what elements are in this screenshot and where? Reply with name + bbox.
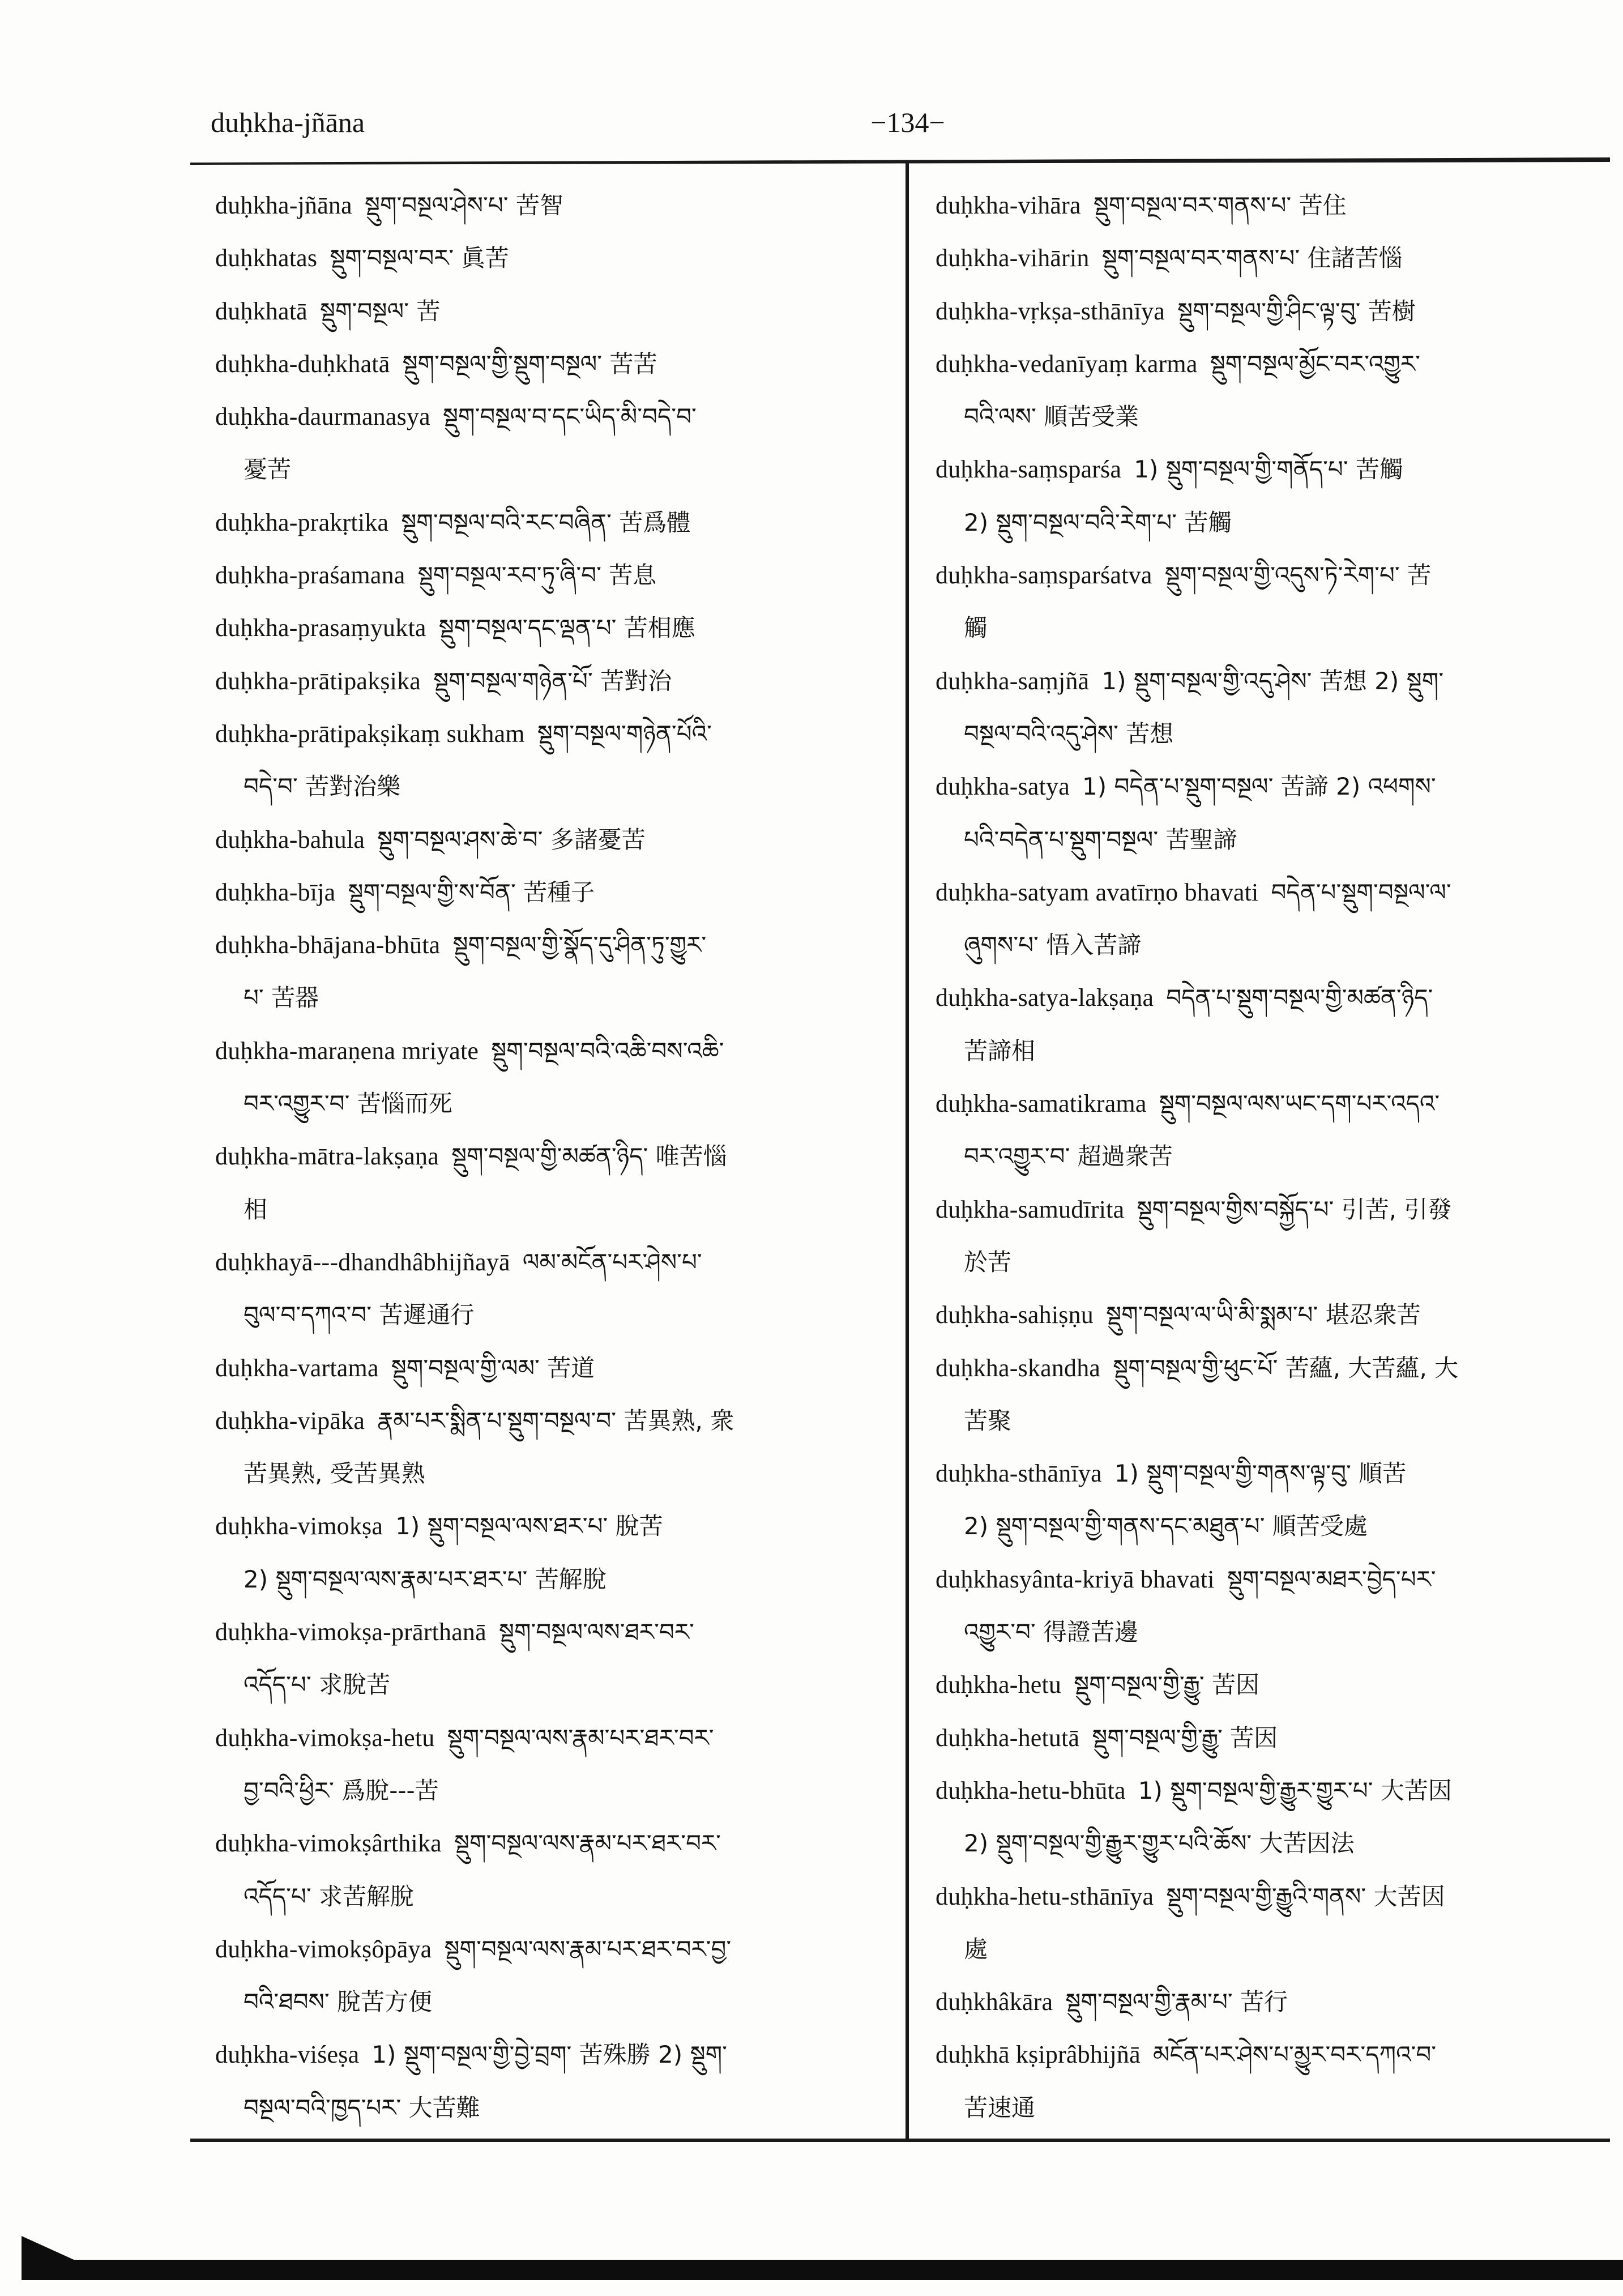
dictionary-entry — [936, 1288, 1609, 1341]
headword: duḥkha-bhājana-bhūta — [215, 931, 441, 959]
entry-first-line — [215, 866, 898, 919]
dictionary-entry — [215, 549, 898, 601]
headword: duḥkha-samudīrita — [936, 1195, 1125, 1223]
entry-translation: སྡུག་བསྔལ་ལས་རྣམ་པར་ཐར་བར་ — [447, 1723, 714, 1752]
entry-first-line — [936, 443, 1609, 496]
headword: duḥkha-hetu-sthānīya — [936, 1882, 1154, 1910]
entry-translation: 1) བདེན་པ་སྡུག་བསྔལ་ 苦諦 2) འཕགས་ — [1082, 773, 1436, 801]
entry-translation: ལམ་མངོན་པར་ཤེས་པ་ — [522, 1248, 702, 1276]
entry-first-line — [936, 549, 1609, 601]
entry-first-line — [215, 813, 898, 866]
entry-continuation-line — [215, 1553, 898, 1606]
entry-continuation-line — [936, 601, 1609, 654]
headword: duḥkhâkāra — [936, 1988, 1053, 2016]
column-divider — [906, 163, 909, 2141]
headword: duḥkha-skandha — [936, 1354, 1101, 1382]
entry-translation: སྡུག་བསྔལ་གྱི་རྒྱུ་ 苦因 — [1092, 1723, 1278, 1752]
entry-continuation-line — [215, 1870, 898, 1923]
headword: duḥkha-hetutā — [936, 1723, 1080, 1752]
entry-continuation-line — [936, 1500, 1609, 1552]
entry-translation: པ་ 苦器 — [244, 984, 319, 1012]
headword: duḥkha-samatikrama — [936, 1090, 1147, 1118]
headword: duḥkhatas — [215, 244, 318, 272]
entry-translation: ཞུགས་པ་ 悟入苦諦 — [964, 931, 1142, 959]
entry-translation: སྡུག་བསྔལ་ལས་ཐར་བར་ — [498, 1618, 694, 1646]
entry-translation: སྡུག་བསྔལ་གྱི་མཚན་ཉིད་ 唯苦惱 — [451, 1142, 727, 1171]
entry-first-line — [936, 866, 1609, 919]
dictionary-entry — [215, 338, 898, 390]
dictionary-entry — [215, 1236, 898, 1342]
dictionary-entry — [936, 1447, 1609, 1553]
headword: duḥkha-vimokṣârthika — [215, 1829, 442, 1858]
entry-first-line — [215, 655, 898, 707]
headword: duḥkha-vihārin — [936, 244, 1090, 272]
headword: duḥkha-maraṇena mriyate — [215, 1036, 479, 1065]
entry-translation: 處 — [964, 1935, 988, 1963]
entry-first-line — [936, 1764, 1609, 1817]
headword: duḥkha-satya — [936, 773, 1070, 801]
entry-continuation-line — [936, 390, 1609, 443]
headword: duḥkha-saṃsparśa — [936, 455, 1122, 484]
dictionary-entry — [936, 1342, 1609, 1448]
dictionary-entry — [936, 1183, 1609, 1289]
right-column — [936, 179, 1609, 2136]
entry-first-line — [936, 1870, 1609, 1923]
entry-translation: སྡུག་བསྔལ་བ་དང་ཡིད་མི་བདེ་བ་ — [442, 403, 697, 431]
dictionary-entry — [936, 232, 1609, 284]
dictionary-entry — [936, 285, 1609, 338]
headword: duḥkhā kṣiprâbhijñā — [936, 2041, 1141, 2069]
entry-continuation-line — [936, 1923, 1609, 1975]
headword: duḥkha-vartama — [215, 1354, 379, 1382]
entry-translation: 1) སྡུག་བསྔལ་གྱི་འདུ་ཤེས་ 苦想 2) སྡུག་ — [1101, 667, 1444, 695]
entry-translation: 2) སྡུག་བསྔལ་བའི་རེག་པ་ 苦觸 — [964, 508, 1232, 536]
dictionary-entry — [215, 285, 898, 338]
entry-translation: སྡུག་བསྔལ་དང་ལྡན་པ་ 苦相應 — [438, 614, 695, 642]
entry-translation: 憂苦 — [244, 455, 292, 484]
entry-continuation-line — [936, 1394, 1609, 1447]
entry-translation: སྡུག་བསྔལ་གྱི་ལམ་ 苦道 — [391, 1354, 595, 1382]
entry-continuation-line — [936, 813, 1609, 866]
entry-first-line — [215, 1712, 898, 1764]
headword: duḥkha-praśamana — [215, 561, 405, 590]
dictionary-entry — [936, 443, 1609, 549]
headword: duḥkhasyânta-kriyā bhavati — [936, 1565, 1215, 1593]
entry-translation: སྡུག་བསྔལ་ལས་ཡང་དག་པར་འདའ་ — [1159, 1090, 1440, 1118]
headword: duḥkha-saṃjñā — [936, 667, 1090, 695]
entry-translation: 於苦 — [964, 1248, 1012, 1276]
entry-translation: སྡུག་བསྔལ་གྱི་རྒྱུ་ 苦因 — [1074, 1671, 1260, 1699]
dictionary-entry — [936, 1553, 1609, 1659]
entry-first-line — [936, 760, 1609, 813]
entry-first-line — [215, 390, 898, 443]
headword: duḥkha-vedanīyaṃ karma — [936, 349, 1198, 378]
entry-translation: སྡུག་བསྔལ་གྱི་ཕུང་པོ་ 苦蘊, 大苦蘊, 大 — [1113, 1354, 1459, 1382]
dictionary-entry — [936, 1975, 1609, 2028]
entry-translation: མངོན་པར་ཤེས་པ་མྱུར་བར་དཀའ་བ་ — [1152, 2041, 1437, 2069]
entry-continuation-line — [215, 760, 898, 813]
dictionary-entry — [215, 232, 898, 284]
entry-translation: པའི་བདེན་པ་སྡུག་བསྔལ་ 苦聖諦 — [964, 825, 1237, 853]
entry-translation: 1) སྡུག་བསྔལ་གྱི་གནས་ལྟ་བུ་ 順苦 — [1114, 1459, 1407, 1488]
entry-first-line — [936, 285, 1609, 338]
dictionary-entry — [215, 1394, 898, 1500]
entry-translation: སྡུག་བསྔལ་ཤེས་པ་ 苦智 — [364, 191, 563, 219]
headword: duḥkha-saṃsparśatva — [936, 561, 1152, 590]
headword: duḥkha-hetu-bhūta — [936, 1776, 1126, 1804]
entry-first-line — [936, 1658, 1609, 1711]
headword: duḥkha-vṛkṣa-sthānīya — [936, 297, 1165, 325]
dictionary-entry — [215, 813, 898, 866]
entry-first-line — [215, 601, 898, 654]
entry-continuation-line — [936, 1025, 1609, 1077]
entry-translation: སྡུག་བསྔལ་བར་གནས་པ་ 苦住 — [1093, 191, 1347, 219]
headword: duḥkha-duḥkhatā — [215, 349, 390, 378]
dictionary-entry — [936, 179, 1609, 232]
entry-translation: འདོད་པ་ 求苦解脫 — [244, 1882, 415, 1910]
entry-first-line — [215, 1130, 898, 1183]
entry-translation: བར་འགྱུར་བ་ 超過衆苦 — [964, 1142, 1173, 1171]
entry-first-line — [215, 1025, 898, 1077]
entry-translation: སྡུག་བསྔལ་གྱི་འདུས་ཏེ་རེག་པ་ 苦 — [1164, 561, 1432, 590]
dictionary-entry — [215, 919, 898, 1025]
entry-translation: སྡུག་བསྔལ་མྱོང་བར་འགྱུར་ — [1210, 349, 1420, 378]
entry-first-line — [936, 1975, 1609, 2028]
headword: duḥkha-hetu — [936, 1671, 1062, 1699]
entry-first-line — [936, 1342, 1609, 1394]
entry-translation: སྡུག་བསྔལ་གཉེན་པོའི་ — [537, 719, 712, 748]
entry-translation: སྡུག་བསྔལ་ལས་རྣམ་པར་ཐར་བར་བྱ་ — [444, 1935, 732, 1963]
entry-translation: 苦聚 — [964, 1406, 1012, 1435]
entry-first-line — [215, 707, 898, 760]
entry-first-line — [215, 1817, 898, 1870]
dictionary-entry — [936, 1712, 1609, 1764]
entry-translation: སྡུག་བསྔལ་གྱི་རྒྱུའི་གནས་ 大苦因 — [1166, 1882, 1445, 1910]
headword: duḥkha-bahula — [215, 825, 365, 853]
entry-continuation-line — [936, 1606, 1609, 1658]
entry-translation: 2) སྡུག་བསྔལ་ལས་རྣམ་པར་ཐར་པ་ 苦解脫 — [244, 1565, 607, 1593]
dictionary-entry — [215, 1712, 898, 1817]
entry-translation: 2) སྡུག་བསྔལ་གྱི་གནས་དང་མཐུན་པ་ 順苦受處 — [964, 1512, 1368, 1540]
dictionary-entry — [215, 390, 898, 496]
entry-translation: སྡུག་བསྔལ་གྱི་ཤིང་ལྟ་བུ་ 苦樹 — [1177, 297, 1416, 325]
entry-translation: འདོད་པ་ 求脫苦 — [244, 1671, 391, 1699]
entry-translation: བསྔལ་བའི་འདུ་ཤེས་ 苦想 — [964, 719, 1174, 748]
headword: duḥkha-sahiṣṇu — [936, 1301, 1094, 1329]
headword: duḥkha-prakṛtika — [215, 508, 389, 536]
headword: duḥkha-jñāna — [215, 191, 352, 219]
entry-continuation-line — [215, 443, 898, 496]
entry-translation: བྱ་བའི་ཕྱིར་ 爲脫---苦 — [244, 1776, 439, 1804]
entry-first-line — [215, 1342, 898, 1394]
headword: duḥkha-vimokṣôpāya — [215, 1935, 432, 1963]
entry-translation: བསྔལ་བའི་ཁྱད་པར་ 大苦難 — [244, 2093, 480, 2122]
entry-translation: སྡུག་བསྔལ་བའི་འཆི་བས་འཆི་ — [491, 1036, 724, 1065]
entry-continuation-line — [936, 1130, 1609, 1183]
headword: duḥkha-mātra-lakṣaṇa — [215, 1142, 439, 1171]
headword: duḥkha-prātipakṣika — [215, 667, 421, 695]
dictionary-entry — [215, 601, 898, 654]
headword: duḥkhayā---dhandhâbhijñayā — [215, 1248, 510, 1276]
entry-first-line — [215, 338, 898, 390]
entry-first-line — [936, 655, 1609, 707]
entry-translation: 1) སྡུག་བསྔལ་ལས་ཐར་པ་ 脫苦 — [395, 1512, 663, 1540]
entry-translation: སྡུག་བསྔལ་གྱི་ས་བོན་ 苦種子 — [348, 878, 595, 906]
scan-edge-bar — [22, 2260, 1623, 2280]
entry-continuation-line — [936, 496, 1609, 549]
entry-translation: སྡུག་བསྔལ་གྱི་སྡུག་བསྔལ་ 苦苦 — [402, 349, 657, 378]
left-column — [215, 179, 898, 2136]
entry-translation: སྡུག་བསྔལ་ 苦 — [319, 297, 441, 325]
entry-first-line — [936, 232, 1609, 284]
entry-first-line — [936, 179, 1609, 232]
entry-translation: 1) སྡུག་བསྔལ་གྱི་རྒྱུར་གྱུར་པ་ 大苦因 — [1138, 1776, 1452, 1804]
dictionary-entry — [215, 2028, 898, 2134]
entry-first-line — [215, 1923, 898, 1975]
page-number: −134− — [870, 106, 945, 138]
entry-first-line — [936, 1077, 1609, 1130]
entry-continuation-line — [936, 1236, 1609, 1288]
entry-translation: 1) སྡུག་བསྔལ་གྱི་གནོད་པ་ 苦觸 — [1134, 455, 1403, 484]
headword: duḥkha-satyam avatīrṇo bhavati — [936, 878, 1259, 906]
headword: duḥkha-prātipakṣikaṃ sukham — [215, 719, 525, 748]
entry-continuation-line — [215, 1077, 898, 1130]
bottom-rule — [190, 2139, 1610, 2142]
entry-translation: སྡུག་བསྔལ་གཉེན་པོ་ 苦對治 — [433, 667, 672, 695]
entry-first-line — [936, 338, 1609, 390]
running-head: duḥkha-jñāna — [211, 106, 365, 138]
entry-translation: སྡུག་བསྔལ་ཤས་ཆེ་བ་ 多諸憂苦 — [377, 825, 646, 853]
entry-continuation-line — [215, 971, 898, 1024]
headword: duḥkha-vimokṣa-hetu — [215, 1723, 435, 1752]
entry-first-line — [215, 179, 898, 232]
entry-translation: བའི་ལས་ 順苦受業 — [964, 403, 1139, 431]
dictionary-entry — [215, 1025, 898, 1130]
entry-first-line — [936, 2028, 1609, 2081]
dictionary-entry — [936, 1870, 1609, 1976]
entry-continuation-line — [936, 1817, 1609, 1870]
entry-continuation-line — [215, 1975, 898, 2028]
entry-first-line — [215, 232, 898, 284]
entry-translation: སྡུག་བསྔལ་གྱི་རྣམ་པ་ 苦行 — [1065, 1988, 1288, 2016]
dictionary-entry — [936, 1658, 1609, 1711]
headword: duḥkha-vimokṣa-prārthanā — [215, 1618, 486, 1646]
entry-translation: སྡུག་བསྔལ་བའི་རང་བཞིན་ 苦爲體 — [401, 508, 691, 536]
dictionary-entry — [215, 1342, 898, 1394]
headword: duḥkha-viśeṣa — [215, 2041, 360, 2069]
dictionary-entry — [215, 1817, 898, 1923]
headword: duḥkha-vimokṣa — [215, 1512, 383, 1540]
dictionary-entry — [936, 866, 1609, 972]
entry-translation: བདེན་པ་སྡུག་བསྔལ་གྱི་མཚན་ཉིད་ — [1166, 984, 1433, 1012]
headword: duḥkhatā — [215, 297, 307, 325]
dictionary-entry — [936, 2028, 1609, 2134]
entry-first-line — [215, 919, 898, 971]
entry-translation: སྡུག་བསྔལ་གྱིས་བསྐྱོད་པ་ 引苦, 引發 — [1137, 1195, 1452, 1223]
entry-translation: 相 — [244, 1195, 268, 1223]
entry-first-line — [215, 549, 898, 601]
entry-first-line — [936, 1447, 1609, 1500]
entry-translation: རྣམ་པར་སྨིན་པ་སྡུག་བསྔལ་བ་ 苦異熟, 衆 — [377, 1406, 734, 1435]
dictionary-entry — [215, 707, 898, 813]
entry-first-line — [215, 1606, 898, 1658]
entry-first-line — [215, 496, 898, 549]
entry-continuation-line — [936, 2081, 1609, 2134]
entry-first-line — [936, 1288, 1609, 1341]
entry-translation: 1) སྡུག་བསྔལ་གྱི་བྱེ་བྲག་ 苦殊勝 2) སྡུག་ — [371, 2041, 727, 2069]
dictionary-entry — [215, 179, 898, 232]
entry-continuation-line — [215, 1658, 898, 1711]
entry-continuation-line — [936, 919, 1609, 971]
entry-first-line — [215, 1236, 898, 1288]
headword: duḥkha-prasaṃyukta — [215, 614, 426, 642]
dictionary-entry — [936, 1764, 1609, 1870]
headword: duḥkha-vipāka — [215, 1406, 365, 1435]
entry-translation: འགྱུར་བ་ 得證苦邊 — [964, 1618, 1139, 1646]
headword: duḥkha-vihāra — [936, 191, 1081, 219]
entry-first-line — [936, 971, 1609, 1024]
entry-translation: བུལ་བ་དཀའ་བ་ 苦遲通行 — [244, 1301, 475, 1329]
entry-translation: སྡུག་བསྔལ་རབ་ཏུ་ཞི་བ་ 苦息 — [417, 561, 657, 590]
dictionary-entry — [215, 866, 898, 919]
entry-continuation-line — [215, 1764, 898, 1817]
entry-translation: བར་འགྱུར་བ་ 苦惱而死 — [244, 1090, 452, 1118]
entry-first-line — [215, 2028, 898, 2081]
dictionary-entry — [215, 1606, 898, 1712]
dictionary-entry — [936, 655, 1609, 761]
entry-translation: བདེ་བ་ 苦對治樂 — [244, 773, 401, 801]
entry-first-line — [936, 1712, 1609, 1764]
entry-continuation-line — [215, 1183, 898, 1236]
entry-translation: 苦諦相 — [964, 1036, 1036, 1065]
entry-translation: སྡུག་བསྔལ་ལ་ཡི་མི་སྨམ་པ་ 堪忍衆苦 — [1105, 1301, 1421, 1329]
dictionary-entry — [215, 1130, 898, 1236]
entry-translation: 苦速通 — [964, 2093, 1036, 2122]
entry-first-line — [215, 1394, 898, 1447]
headword: duḥkha-bīja — [215, 878, 336, 906]
entry-translation: སྡུག་བསྔལ་མཐར་བྱེད་པར་ — [1227, 1565, 1436, 1593]
headword: duḥkha-satya-lakṣaṇa — [936, 984, 1154, 1012]
entry-translation: བདེན་པ་སྡུག་བསྔལ་ལ་ — [1271, 878, 1451, 906]
entry-continuation-line — [215, 1447, 898, 1500]
entry-translation: 2) སྡུག་བསྔལ་གྱི་རྒྱུར་གྱུར་པའི་ཆོས་ 大苦因法 — [964, 1829, 1355, 1858]
entry-first-line — [936, 1183, 1609, 1236]
entry-first-line — [936, 1553, 1609, 1606]
dictionary-entry — [936, 549, 1609, 655]
dictionary-entry — [215, 1923, 898, 2029]
entry-continuation-line — [215, 2081, 898, 2134]
headword: duḥkha-daurmanasya — [215, 403, 430, 431]
entry-translation: སྡུག་བསྔལ་བར་ 眞苦 — [330, 244, 509, 272]
scan-edge-wedge — [22, 2236, 76, 2261]
dictionary-entry — [936, 971, 1609, 1077]
entry-translation: སྡུག་བསྔལ་ལས་རྣམ་པར་ཐར་བར་ — [454, 1829, 721, 1858]
dictionary-entry — [215, 655, 898, 707]
entry-translation: སྡུག་བསྔལ་བར་གནས་པ་ 住諸苦惱 — [1101, 244, 1403, 272]
top-rule — [190, 157, 1610, 165]
entry-translation: 苦異熟, 受苦異熟 — [244, 1459, 425, 1488]
entry-translation: སྡུག་བསྔལ་གྱི་སྣོད་དུ་ཤིན་ཏུ་གྱུར་ — [452, 931, 707, 959]
entry-translation: བའི་ཐབས་ 脫苦方便 — [244, 1988, 433, 2016]
headword: duḥkha-sthānīya — [936, 1459, 1102, 1488]
dictionary-entry — [215, 496, 898, 549]
dictionary-entry — [936, 760, 1609, 866]
entry-continuation-line — [936, 707, 1609, 760]
dictionary-entry — [215, 1500, 898, 1606]
dictionary-entry — [936, 338, 1609, 443]
dictionary-entry — [936, 1077, 1609, 1183]
entry-continuation-line — [215, 1288, 898, 1341]
entry-first-line — [215, 1500, 898, 1552]
entry-first-line — [215, 285, 898, 338]
entry-translation: 觸 — [964, 614, 988, 642]
